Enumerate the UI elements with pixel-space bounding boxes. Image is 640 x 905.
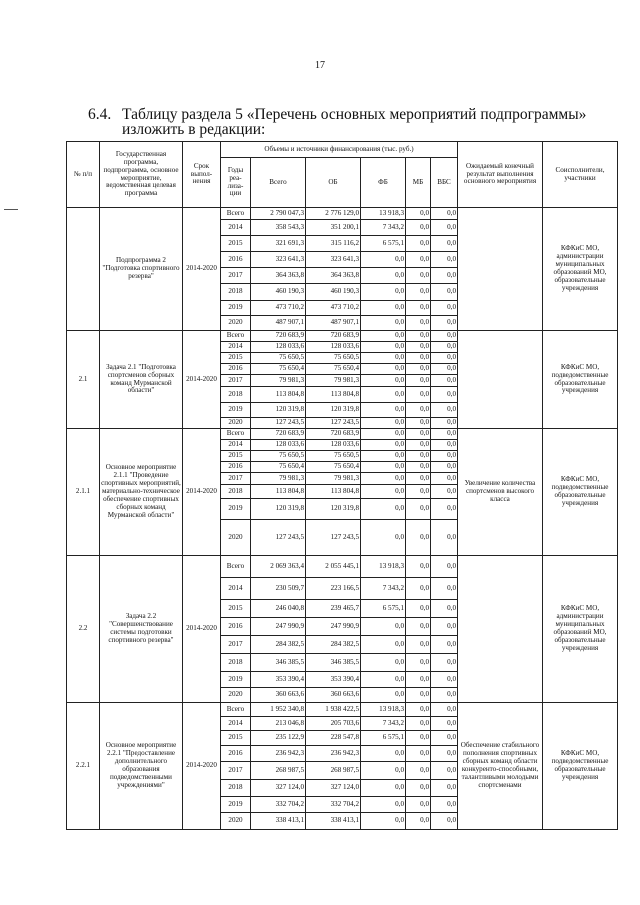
vbs-cell: 0,0 [431,600,458,618]
year-cell: 2015 [221,731,251,746]
row-index [67,208,100,331]
ob-cell: 323 641,3 [306,252,361,268]
vbs-cell: 0,0 [431,578,458,600]
vbs-cell: 0,0 [431,418,458,429]
total-cell: 79 981,3 [251,473,306,485]
year-cell: 2014 [221,342,251,353]
table-body [67,208,618,830]
total-cell: 75 650,5 [251,353,306,364]
ob-cell: 75 650,5 [306,353,361,364]
year-cell: 2017 [221,268,251,284]
vbs-cell: 0,0 [431,268,458,284]
mb-cell: 0,0 [406,762,431,780]
expected-result [458,208,543,331]
mb-cell: 0,0 [406,600,431,618]
mb-cell: 0,0 [406,364,431,375]
row-index: 2.1.1 [67,429,100,556]
section-heading [88,107,588,137]
ob-cell: 351 200,1 [306,220,361,236]
year-cell: Всего [221,703,251,717]
mb-cell: 0,0 [406,813,431,830]
mb-cell: 0,0 [406,236,431,252]
total-cell: 120 319,8 [251,499,306,520]
table-row [67,556,618,578]
vbs-cell: 0,0 [431,654,458,672]
ob-cell: 720 683,9 [306,331,361,342]
vbs-cell: 0,0 [431,429,458,440]
fb-cell: 6 575,1 [361,236,406,252]
mb-cell: 0,0 [406,301,431,316]
fb-cell: 7 343,2 [361,717,406,731]
ob-cell: 236 942,3 [306,746,361,762]
fb-cell: 0,0 [361,375,406,387]
activity-name: Основное мероприятие 2.1.1 "Проведение спортивных мероприятий, материально-техническое обеспечение спортивных сборных команд Мурманской области" [100,429,183,556]
total-cell: 75 650,5 [251,451,306,462]
mb-cell: 0,0 [406,556,431,578]
total-cell: 321 691,3 [251,236,306,252]
year-cell: Всего [221,556,251,578]
total-cell: 113 804,8 [251,485,306,499]
fb-cell: 0,0 [361,331,406,342]
ob-cell: 223 166,5 [306,578,361,600]
vbs-cell: 0,0 [431,462,458,473]
fb-cell: 0,0 [361,688,406,703]
mb-cell: 0,0 [406,268,431,284]
total-cell: 120 319,8 [251,403,306,418]
fb-cell: 0,0 [361,353,406,364]
fb-cell: 0,0 [361,746,406,762]
header-year: Годы реа-лиза-ции [221,158,251,208]
mb-cell: 0,0 [406,746,431,762]
year-cell: Всего [221,429,251,440]
total-cell: 75 650,4 [251,364,306,375]
ob-cell: 113 804,8 [306,387,361,403]
mb-cell: 0,0 [406,403,431,418]
total-cell: 338 413,1 [251,813,306,830]
vbs-cell: 0,0 [431,252,458,268]
total-cell: 353 390,4 [251,672,306,688]
activity-name: Задача 2.2 "Совершенствование системы подготовки спортивного резерва" [100,556,183,703]
fb-cell: 0,0 [361,429,406,440]
mb-cell: 0,0 [406,618,431,636]
vbs-cell: 0,0 [431,387,458,403]
total-cell: 236 942,3 [251,746,306,762]
fb-cell: 6 575,1 [361,600,406,618]
total-cell: 128 033,6 [251,342,306,353]
mb-cell: 0,0 [406,703,431,717]
year-cell: 2016 [221,252,251,268]
co-executors: КФКиС МО, подведомственные образовательные учреждения [543,429,618,556]
table-row [67,429,618,440]
year-cell: Всего [221,208,251,220]
vbs-cell: 0,0 [431,353,458,364]
ob-cell: 239 465,7 [306,600,361,618]
ob-cell: 332 704,2 [306,797,361,813]
vbs-cell: 0,0 [431,688,458,703]
header-mb: МБ [406,158,431,208]
vbs-cell: 0,0 [431,520,458,556]
fb-cell: 0,0 [361,284,406,301]
vbs-cell: 0,0 [431,717,458,731]
ob-cell: 460 190,3 [306,284,361,301]
fb-cell: 7 343,2 [361,578,406,600]
vbs-cell: 0,0 [431,331,458,342]
vbs-cell: 0,0 [431,556,458,578]
total-cell: 213 046,8 [251,717,306,731]
row-index: 2.2.1 [67,703,100,830]
vbs-cell: 0,0 [431,813,458,830]
execution-term: 2014-2020 [183,556,221,703]
ob-cell: 228 547,8 [306,731,361,746]
total-cell: 127 243,5 [251,418,306,429]
ob-cell: 127 243,5 [306,418,361,429]
year-cell: 2019 [221,672,251,688]
total-cell: 113 804,8 [251,387,306,403]
year-cell: 2020 [221,688,251,703]
activity-name: Основное мероприятие 2.2.1 "Предоставление дополнительного образования подведомственными учреждениями" [100,703,183,830]
total-cell: 2 069 363,4 [251,556,306,578]
ob-cell: 353 390,4 [306,672,361,688]
fb-cell: 0,0 [361,252,406,268]
mb-cell: 0,0 [406,654,431,672]
total-cell: 246 040,8 [251,600,306,618]
mb-cell: 0,0 [406,672,431,688]
total-cell: 720 683,9 [251,331,306,342]
fb-cell: 7 343,2 [361,220,406,236]
expected-result: Обеспечение стабильного пополнения спортивных сборных команд области конкуренто-способными, талантливыми молодыми спортсменами [458,703,543,830]
ob-cell: 79 981,3 [306,473,361,485]
year-cell: 2015 [221,600,251,618]
fb-cell: 0,0 [361,316,406,331]
fb-cell: 0,0 [361,813,406,830]
activity-name: Задача 2.1 "Подготовка спортсменов сборных команд Мурманской области" [100,331,183,429]
year-cell: 2019 [221,499,251,520]
year-cell: 2017 [221,762,251,780]
ob-cell: 247 990,9 [306,618,361,636]
ob-cell: 360 663,6 [306,688,361,703]
expected-result [458,331,543,429]
total-cell: 79 981,3 [251,375,306,387]
co-executors: КФКиС МО, администрации муниципальных образований МО, образовательные учреждения [543,556,618,703]
ob-cell: 364 363,8 [306,268,361,284]
vbs-cell: 0,0 [431,499,458,520]
total-cell: 346 385,5 [251,654,306,672]
ob-cell: 75 650,4 [306,364,361,375]
ob-cell: 127 243,5 [306,520,361,556]
execution-term: 2014-2020 [183,331,221,429]
year-cell: 2014 [221,717,251,731]
vbs-cell: 0,0 [431,440,458,451]
year-cell: 2018 [221,485,251,499]
header-idx: № п/п [67,142,100,208]
ob-cell: 315 116,2 [306,236,361,252]
activities-table [66,141,618,830]
vbs-cell: 0,0 [431,797,458,813]
year-cell: 2016 [221,618,251,636]
total-cell: 2 790 047,3 [251,208,306,220]
total-cell: 1 952 340,8 [251,703,306,717]
fb-cell: 0,0 [361,654,406,672]
vbs-cell: 0,0 [431,342,458,353]
fb-cell: 0,0 [361,520,406,556]
mb-cell: 0,0 [406,780,431,797]
total-cell: 487 907,1 [251,316,306,331]
expected-result [458,556,543,703]
header-fb: ФБ [361,158,406,208]
vbs-cell: 0,0 [431,236,458,252]
table-row [67,331,618,342]
header-result: Ожидаемый конечный результат выполнения основного мероприятия [458,142,543,208]
fb-cell: 0,0 [361,440,406,451]
fb-cell: 0,0 [361,636,406,654]
total-cell: 247 990,9 [251,618,306,636]
ob-cell: 1 938 422,5 [306,703,361,717]
activity-name: Подпрограмма 2 "Подготовка спортивного резерва" [100,208,183,331]
year-cell: 2019 [221,797,251,813]
fb-cell: 0,0 [361,342,406,353]
mb-cell: 0,0 [406,731,431,746]
mb-cell: 0,0 [406,462,431,473]
co-executors: КФКиС МО, администрации муниципальных образований МО, образовательные учреждения [543,208,618,331]
fb-cell: 0,0 [361,473,406,485]
year-cell: 2016 [221,462,251,473]
heading-number: 6.4. [88,106,112,123]
expected-result: Увеличение количества спортсменов высокого класса [458,429,543,556]
execution-term: 2014-2020 [183,429,221,556]
year-cell: 2020 [221,520,251,556]
fb-cell: 0,0 [361,418,406,429]
year-cell: 2020 [221,316,251,331]
vbs-cell: 0,0 [431,746,458,762]
total-cell: 358 543,3 [251,220,306,236]
mb-cell: 0,0 [406,451,431,462]
year-cell: 2019 [221,403,251,418]
mb-cell: 0,0 [406,284,431,301]
vbs-cell: 0,0 [431,364,458,375]
ob-cell: 120 319,8 [306,403,361,418]
ob-cell: 2 776 129,0 [306,208,361,220]
total-cell: 235 122,9 [251,731,306,746]
mb-cell: 0,0 [406,688,431,703]
vbs-cell: 0,0 [431,403,458,418]
year-cell: 2020 [221,813,251,830]
ob-cell: 268 987,5 [306,762,361,780]
fb-cell: 0,0 [361,797,406,813]
mb-cell: 0,0 [406,353,431,364]
year-cell: 2015 [221,353,251,364]
page-number: 17 [315,60,325,71]
fb-cell: 0,0 [361,268,406,284]
fb-cell: 0,0 [361,451,406,462]
fb-cell: 0,0 [361,364,406,375]
header-total: Всего [251,158,306,208]
total-cell: 332 704,2 [251,797,306,813]
vbs-cell: 0,0 [431,762,458,780]
fb-cell: 0,0 [361,762,406,780]
mb-cell: 0,0 [406,473,431,485]
year-cell: 2017 [221,473,251,485]
total-cell: 364 363,8 [251,268,306,284]
fb-cell: 13 918,3 [361,703,406,717]
fb-cell: 0,0 [361,485,406,499]
ob-cell: 327 124,0 [306,780,361,797]
ob-cell: 75 650,4 [306,462,361,473]
fb-cell: 0,0 [361,301,406,316]
ob-cell: 487 907,1 [306,316,361,331]
ob-cell: 346 385,5 [306,654,361,672]
vbs-cell: 0,0 [431,731,458,746]
vbs-cell: 0,0 [431,473,458,485]
mb-cell: 0,0 [406,717,431,731]
row-index: 2.2 [67,556,100,703]
ob-cell: 79 981,3 [306,375,361,387]
year-cell: 2018 [221,284,251,301]
ob-cell: 113 804,8 [306,485,361,499]
fb-cell: 0,0 [361,618,406,636]
total-cell: 323 641,3 [251,252,306,268]
vbs-cell: 0,0 [431,703,458,717]
fb-cell: 6 575,1 [361,731,406,746]
header-ob: ОБ [306,158,361,208]
mb-cell: 0,0 [406,440,431,451]
total-cell: 460 190,3 [251,284,306,301]
row-index: 2.1 [67,331,100,429]
total-cell: 284 382,5 [251,636,306,654]
vbs-cell: 0,0 [431,618,458,636]
year-cell: 2017 [221,375,251,387]
year-cell: 2014 [221,578,251,600]
vbs-cell: 0,0 [431,316,458,331]
year-cell: 2014 [221,440,251,451]
total-cell: 127 243,5 [251,520,306,556]
mb-cell: 0,0 [406,375,431,387]
table-row [67,208,618,220]
vbs-cell: 0,0 [431,636,458,654]
header-funding: Объемы и источники финансирования (тыс. руб.) [221,142,458,158]
ob-cell: 720 683,9 [306,429,361,440]
total-cell: 360 663,6 [251,688,306,703]
heading-line-2: изложить в редакции: [122,121,266,138]
fb-cell: 0,0 [361,403,406,418]
mb-cell: 0,0 [406,316,431,331]
mb-cell: 0,0 [406,387,431,403]
year-cell: 2015 [221,236,251,252]
mb-cell: 0,0 [406,418,431,429]
vbs-cell: 0,0 [431,284,458,301]
fb-cell: 0,0 [361,499,406,520]
year-cell: 2017 [221,636,251,654]
year-cell: 2018 [221,654,251,672]
ob-cell: 338 413,1 [306,813,361,830]
total-cell: 128 033,6 [251,440,306,451]
year-cell: 2020 [221,418,251,429]
vbs-cell: 0,0 [431,220,458,236]
ob-cell: 473 710,2 [306,301,361,316]
vbs-cell: 0,0 [431,301,458,316]
total-cell: 473 710,2 [251,301,306,316]
total-cell: 720 683,9 [251,429,306,440]
fb-cell: 13 918,3 [361,208,406,220]
ob-cell: 128 033,6 [306,440,361,451]
vbs-cell: 0,0 [431,672,458,688]
header-name: Государственная программа, подпрограмма, основное мероприятие, ведомственная целевая программа [100,142,183,208]
ob-cell: 2 055 445,1 [306,556,361,578]
ob-cell: 284 382,5 [306,636,361,654]
vbs-cell: 0,0 [431,485,458,499]
total-cell: 230 509,7 [251,578,306,600]
margin-mark [4,209,18,210]
fb-cell: 0,0 [361,780,406,797]
header-exec: Соисполнители, участники [543,142,618,208]
year-cell: 2016 [221,364,251,375]
table-row [67,703,618,717]
fb-cell: 13 918,3 [361,556,406,578]
year-cell: 2014 [221,220,251,236]
ob-cell: 120 319,8 [306,499,361,520]
year-cell: 2018 [221,387,251,403]
mb-cell: 0,0 [406,797,431,813]
header-vbs: ВБС [431,158,458,208]
header-term: Срок выпол-нения [183,142,221,208]
year-cell: Всего [221,331,251,342]
total-cell: 75 650,4 [251,462,306,473]
year-cell: 2016 [221,746,251,762]
mb-cell: 0,0 [406,485,431,499]
ob-cell: 75 650,5 [306,451,361,462]
vbs-cell: 0,0 [431,208,458,220]
fb-cell: 0,0 [361,462,406,473]
year-cell: 2019 [221,301,251,316]
mb-cell: 0,0 [406,429,431,440]
mb-cell: 0,0 [406,636,431,654]
mb-cell: 0,0 [406,499,431,520]
execution-term: 2014-2020 [183,208,221,331]
execution-term: 2014-2020 [183,703,221,830]
vbs-cell: 0,0 [431,375,458,387]
ob-cell: 128 033,6 [306,342,361,353]
total-cell: 268 987,5 [251,762,306,780]
fb-cell: 0,0 [361,387,406,403]
total-cell: 327 124,0 [251,780,306,797]
mb-cell: 0,0 [406,220,431,236]
ob-cell: 205 703,6 [306,717,361,731]
vbs-cell: 0,0 [431,780,458,797]
co-executors: КФКиС МО, подведомственные образовательные учреждения [543,331,618,429]
year-cell: 2018 [221,780,251,797]
heading-line-1: Таблицу раздела 5 «Перечень основных мероприятий подпрограммы» [122,106,587,123]
year-cell: 2015 [221,451,251,462]
mb-cell: 0,0 [406,208,431,220]
mb-cell: 0,0 [406,252,431,268]
fb-cell: 0,0 [361,672,406,688]
mb-cell: 0,0 [406,520,431,556]
vbs-cell: 0,0 [431,451,458,462]
mb-cell: 0,0 [406,578,431,600]
co-executors: КФКиС МО, подведомственные образовательные учреждения [543,703,618,830]
mb-cell: 0,0 [406,342,431,353]
mb-cell: 0,0 [406,331,431,342]
